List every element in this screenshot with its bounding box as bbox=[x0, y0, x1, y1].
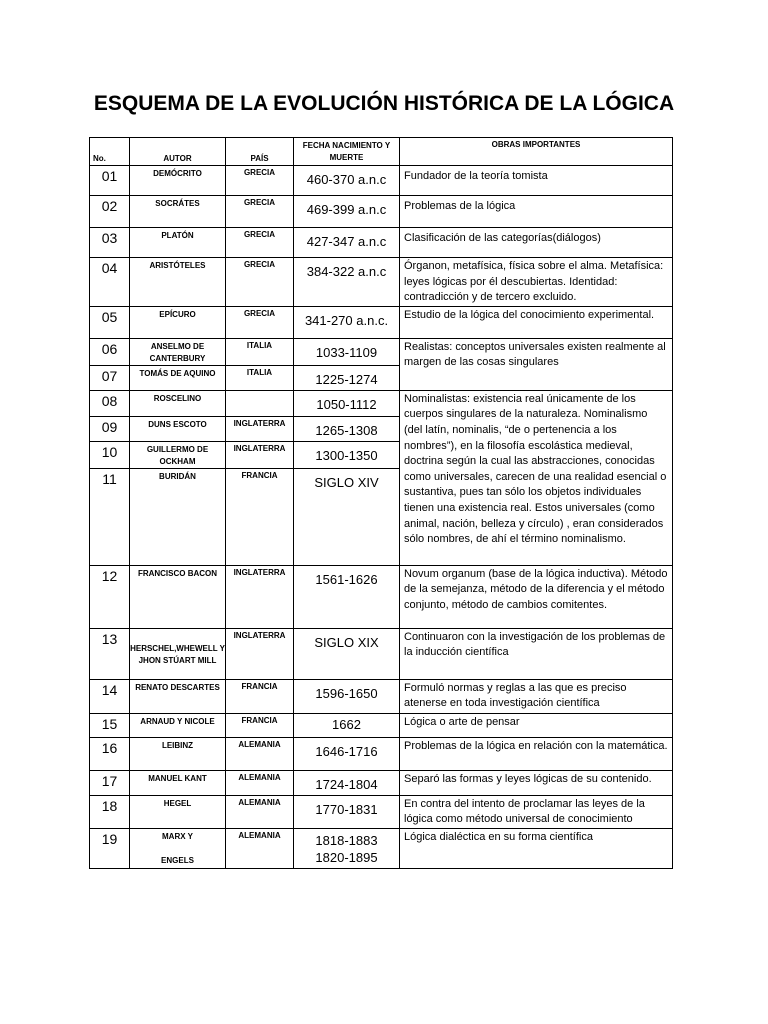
country: ALEMANIA bbox=[226, 828, 294, 868]
table-row bbox=[90, 565, 673, 628]
dates bbox=[294, 828, 400, 868]
works: Lógica dialéctica en su forma científica bbox=[400, 828, 673, 868]
author-name bbox=[130, 828, 226, 868]
header-obras: OBRAS IMPORTANTES bbox=[400, 138, 673, 166]
works-realistas: Realistas: conceptos universales existen realmente al margen de las cosas singulares bbox=[400, 338, 673, 390]
table-row bbox=[90, 770, 673, 795]
country: GRECIA bbox=[226, 166, 294, 196]
works: Novum organum (base de la lógica inductiva). Método de la semejanza, método de la diferencia y el método conjunto, método de cambios comitentes. bbox=[400, 565, 673, 628]
works: Problemas de la lógica bbox=[400, 196, 673, 228]
logic-history-table bbox=[89, 137, 673, 869]
row-number: 17 bbox=[90, 770, 130, 795]
author-name: HERSCHEL,WHEWELL Y JHON STÚART MILL bbox=[130, 628, 226, 679]
dates: 427-347 a.n.c bbox=[294, 228, 400, 258]
table-row bbox=[90, 679, 673, 713]
row-number: 12 bbox=[90, 565, 130, 628]
header-autor: AUTOR bbox=[130, 138, 226, 166]
country: FRANCIA bbox=[226, 713, 294, 737]
row-number: 14 bbox=[90, 679, 130, 713]
dates: 1662 bbox=[294, 713, 400, 737]
row-number: 11 bbox=[90, 468, 130, 565]
page-title: ESQUEMA DE LA EVOLUCIÓN HISTÓRICA DE LA LÓGICA bbox=[93, 92, 675, 115]
table-row bbox=[90, 713, 673, 737]
works-nominalistas: Nominalistas: existencia real únicamente de los cuerpos singulares de la naturaleza. Nominalismo (del latín, nominalis, “de o pertenencia a los nombres”), en la filosofía escolástica medieval, doctrina según la cual las abstracciones, conocidas como universales, carecen de una realidad esencial o sustantiva, pues tan sólo los objetos individuales tienen una existencia real. Estos universales (como animal, nación, belleza y círculo) , eran considerados sólo nombres, de ahí el término nominalismo. bbox=[400, 390, 673, 565]
table-row bbox=[90, 737, 673, 770]
dates: 469-399 a.n.c bbox=[294, 196, 400, 228]
table-row bbox=[90, 828, 673, 868]
dates: 384-322 a.n.c bbox=[294, 258, 400, 307]
author-name: LEIBINZ bbox=[130, 737, 226, 770]
row-number: 05 bbox=[90, 306, 130, 338]
author-name: DEMÓCRITO bbox=[130, 166, 226, 196]
works: Clasificación de las categorías(diálogos) bbox=[400, 228, 673, 258]
dates: 1724-1804 bbox=[294, 770, 400, 795]
table-row bbox=[90, 628, 673, 679]
author-name: EPÍCURO bbox=[130, 306, 226, 338]
country bbox=[226, 390, 294, 416]
author-name: SOCRÁTES bbox=[130, 196, 226, 228]
table-row bbox=[90, 196, 673, 228]
country: GRECIA bbox=[226, 228, 294, 258]
dates: 1033-1109 bbox=[294, 338, 400, 365]
dates: 1770-1831 bbox=[294, 795, 400, 828]
country: ALEMANIA bbox=[226, 770, 294, 795]
country: ALEMANIA bbox=[226, 737, 294, 770]
row-number: 13 bbox=[90, 628, 130, 679]
table-header-row bbox=[90, 138, 673, 166]
table-row bbox=[90, 228, 673, 258]
dates: 341-270 a.n.c. bbox=[294, 306, 400, 338]
country: GRECIA bbox=[226, 196, 294, 228]
date-range: 1818-1883 bbox=[315, 832, 378, 848]
table-row bbox=[90, 166, 673, 196]
country: ITALIA bbox=[226, 338, 294, 365]
row-number: 03 bbox=[90, 228, 130, 258]
dates: 1050-1112 bbox=[294, 390, 400, 416]
author-name: ROSCELINO bbox=[130, 390, 226, 416]
author-name: FRANCISCO BACON bbox=[130, 565, 226, 628]
country: INGLATERRA bbox=[226, 565, 294, 628]
country: INGLATERRA bbox=[226, 628, 294, 679]
table-row bbox=[90, 306, 673, 338]
row-number: 06 bbox=[90, 338, 130, 365]
works: En contra del intento de proclamar las leyes de la lógica como método universal de conocimiento bbox=[400, 795, 673, 828]
author-name: HEGEL bbox=[130, 795, 226, 828]
author-name: GUILLERMO DE OCKHAM bbox=[130, 441, 226, 468]
country: FRANCIA bbox=[226, 679, 294, 713]
dates: 1646-1716 bbox=[294, 737, 400, 770]
dates: 1300-1350 bbox=[294, 441, 400, 468]
header-fecha: FECHA NACIMIENTO Y MUERTE bbox=[294, 138, 400, 166]
country: ALEMANIA bbox=[226, 795, 294, 828]
table-row bbox=[90, 258, 673, 307]
author-name: TOMÁS DE AQUINO bbox=[130, 365, 226, 390]
table-row bbox=[90, 390, 673, 416]
country: GRECIA bbox=[226, 306, 294, 338]
country: INGLATERRA bbox=[226, 441, 294, 468]
dates: 1596-1650 bbox=[294, 679, 400, 713]
author-name-part: MARX Y bbox=[162, 831, 193, 841]
dates: SIGLO XIV bbox=[294, 468, 400, 565]
country: FRANCIA bbox=[226, 468, 294, 565]
author-name: MANUEL KANT bbox=[130, 770, 226, 795]
dates: 460-370 a.n.c bbox=[294, 166, 400, 196]
table-row bbox=[90, 338, 673, 365]
country: INGLATERRA bbox=[226, 416, 294, 441]
row-number: 16 bbox=[90, 737, 130, 770]
country: GRECIA bbox=[226, 258, 294, 307]
row-number: 10 bbox=[90, 441, 130, 468]
author-name: ANSELMO DE CANTERBURY bbox=[130, 338, 226, 365]
row-number: 01 bbox=[90, 166, 130, 196]
date-range: 1820-1895 bbox=[315, 849, 378, 865]
author-name: RENATO DESCARTES bbox=[130, 679, 226, 713]
row-number: 08 bbox=[90, 390, 130, 416]
dates: SIGLO XIX bbox=[294, 628, 400, 679]
works: Lógica o arte de pensar bbox=[400, 713, 673, 737]
row-number: 19 bbox=[90, 828, 130, 868]
works: Problemas de la lógica en relación con la matemática. bbox=[400, 737, 673, 770]
author-name: ARISTÓTELES bbox=[130, 258, 226, 307]
author-name: DUNS ESCOTO bbox=[130, 416, 226, 441]
country: ITALIA bbox=[226, 365, 294, 390]
author-name: ARNAUD Y NICOLE bbox=[130, 713, 226, 737]
dates: 1225-1274 bbox=[294, 365, 400, 390]
author-name: BURIDÁN bbox=[130, 468, 226, 565]
works: Separó las formas y leyes lógicas de su contenido. bbox=[400, 770, 673, 795]
works: Continuaron con la investigación de los problemas de la inducción científica bbox=[400, 628, 673, 679]
author-name: PLATÓN bbox=[130, 228, 226, 258]
works: Fundador de la teoría tomista bbox=[400, 166, 673, 196]
row-number: 07 bbox=[90, 365, 130, 390]
row-number: 18 bbox=[90, 795, 130, 828]
row-number: 09 bbox=[90, 416, 130, 441]
header-pais: PAÍS bbox=[226, 138, 294, 166]
author-name-part: ENGELS bbox=[161, 855, 194, 865]
row-number: 02 bbox=[90, 196, 130, 228]
dates: 1265-1308 bbox=[294, 416, 400, 441]
row-number: 04 bbox=[90, 258, 130, 307]
works: Estudio de la lógica del conocimiento experimental. bbox=[400, 306, 673, 338]
header-no: No. bbox=[90, 138, 130, 166]
dates: 1561-1626 bbox=[294, 565, 400, 628]
row-number: 15 bbox=[90, 713, 130, 737]
table-row bbox=[90, 795, 673, 828]
works: Órganon, metafísica, física sobre el alma. Metafísica: leyes lógicas por él descubiertas. Identidad: contradicción y de tercero excluido. bbox=[400, 258, 673, 307]
works: Formuló normas y reglas a las que es preciso atenerse en toda investigación científica bbox=[400, 679, 673, 713]
